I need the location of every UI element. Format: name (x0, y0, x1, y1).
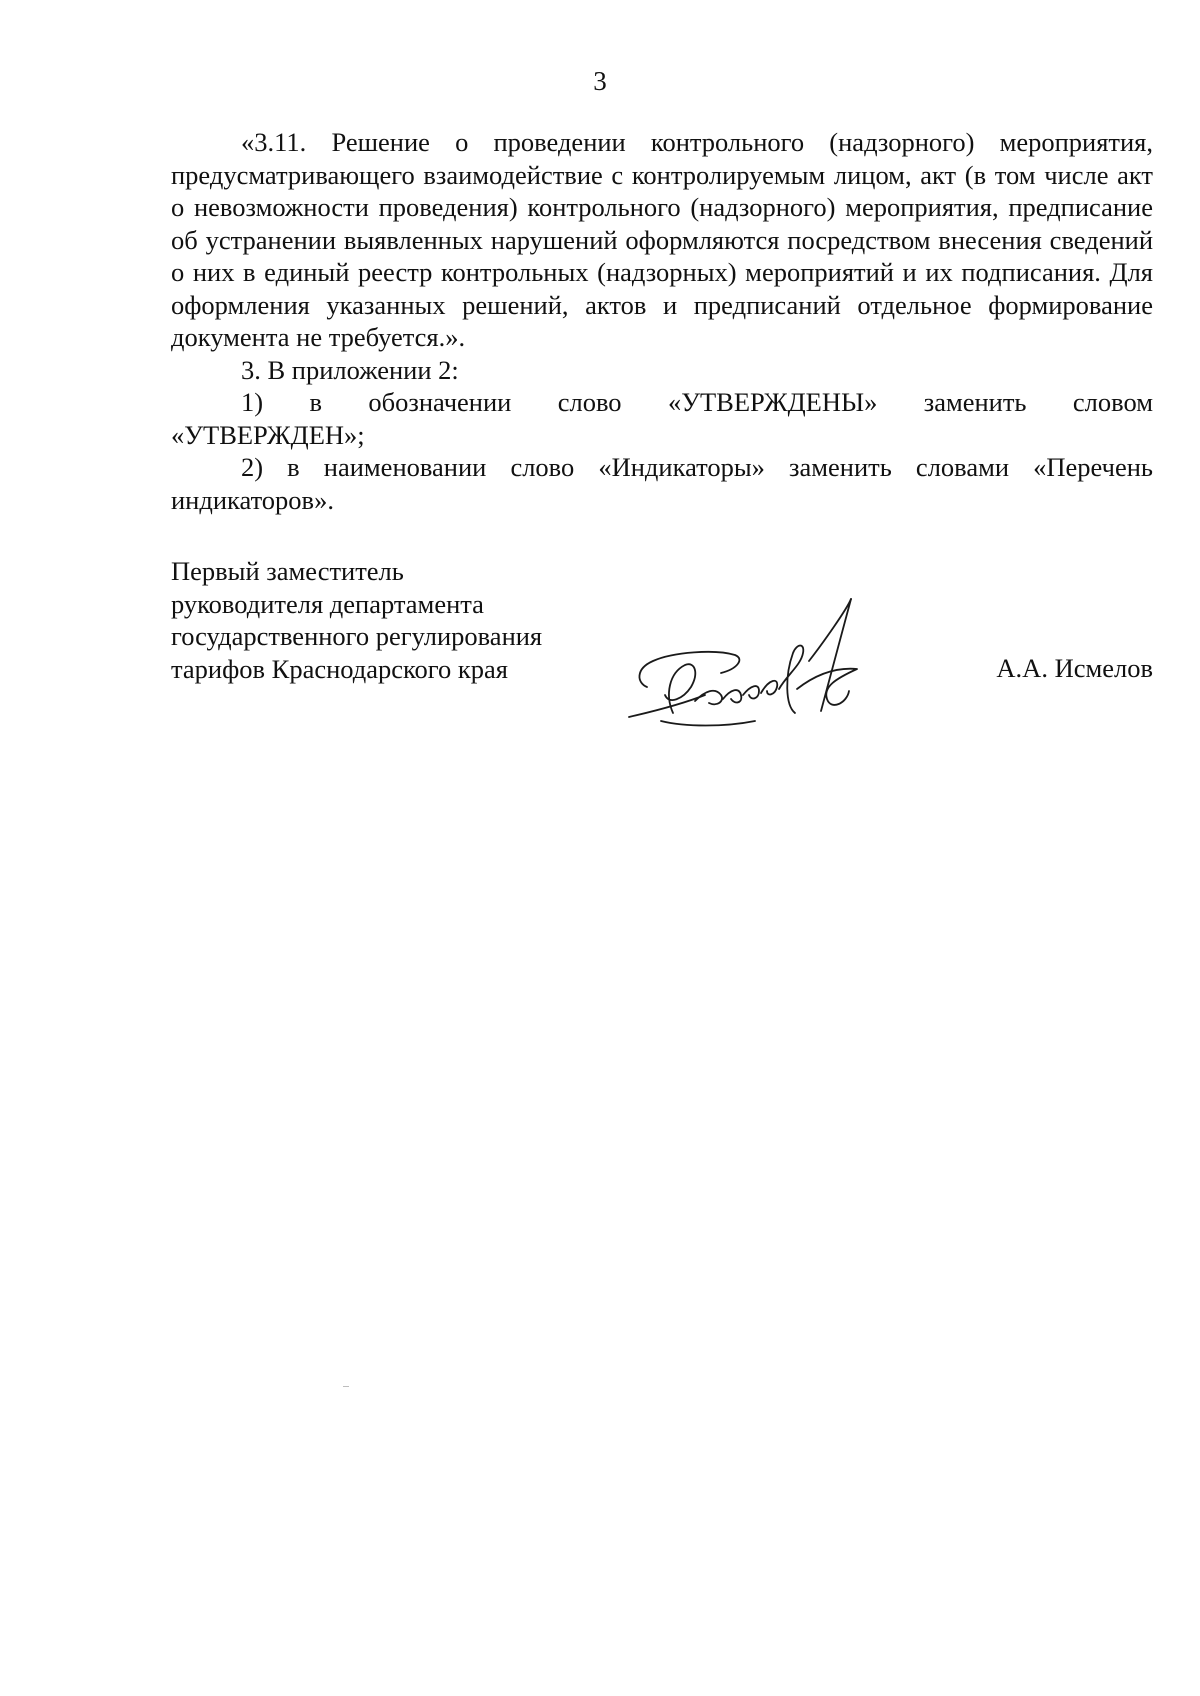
page-number: 3 (593, 66, 607, 96)
handwritten-signature-icon (625, 595, 925, 740)
paragraph-3-11: «3.11. Решение о проведении контрольного (надзорного) мероприятия, предусматривающего взаимодействие с контролируемым лицом, акт (в том числе акт о невозможности проведения) контрольного (надзорного) мероприятия, предписание об устранении выявленных нарушений оформляются посредством внесения сведений о них в единый реестр контрольных (надзорных) мероприятий и их подписания. Для оформления указанных решений, актов и предписаний отдельное формирование документа не требуется.». (171, 127, 1153, 352)
signatory-name: А.А. Исмелов (996, 653, 1153, 683)
paragraph-item-3: 3. В приложении 2: (241, 354, 459, 385)
paragraph-subitem-2: 2) в наименовании слово «Индикаторы» заменить словами «Перечень индикаторов». (171, 452, 1153, 515)
signatory-position-line: тарифов Краснодарского края (171, 653, 508, 684)
signatory-position-line: государственного регулирования (171, 621, 543, 651)
signatory-position (171, 555, 542, 685)
document-body (171, 126, 1153, 516)
paragraph-subitem-1-line-1: 1) в обозначении слово «УТВЕРЖДЕНЫ» заменить словом (241, 387, 1153, 417)
signatory-position-line: Первый заместитель (171, 556, 404, 586)
scan-artifact (343, 1386, 349, 1387)
paragraph-subitem-1-line-2: «УТВЕРЖДЕН»; (171, 419, 365, 450)
signatory-position-line: руководителя департамента (171, 588, 484, 619)
